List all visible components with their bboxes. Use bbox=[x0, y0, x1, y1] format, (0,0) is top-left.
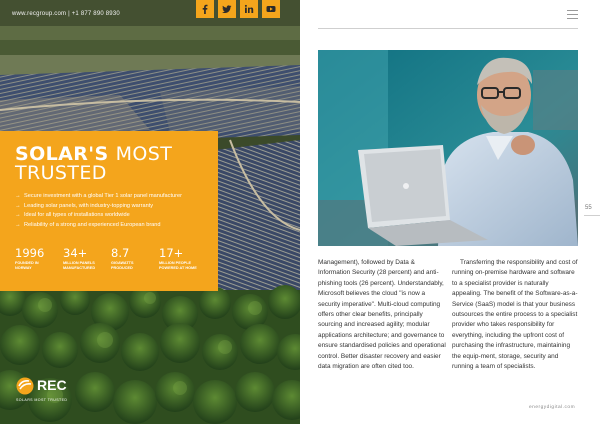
twitter-button[interactable] bbox=[218, 0, 236, 18]
stat-people bbox=[159, 247, 207, 271]
page-number-rule bbox=[584, 215, 600, 216]
brand-tagline: SOLARS MOST TRUSTED bbox=[16, 398, 68, 402]
feature-item: → Reliability of a strong and experienced European brand bbox=[15, 221, 218, 231]
paragraph: Transferring the responsibility and cost of running on-premise hardware and software to a specialist provider is naturally appealing. The benefit of the Software-as-a-Service (SaaS) model is that your business outsources the entire process to a specialist provider who takes responsibility for everything, including the upfront cost of purchasing the infrastructure, maintaining the equip-ment, storage, security and running a team of specialists. bbox=[452, 259, 578, 371]
feature-item: → Ideal for all types of installations worldwide bbox=[15, 211, 218, 221]
twitter-icon bbox=[222, 4, 232, 14]
paragraph: Management), followed by Data & Information Security (28 percent) and anti-phishing tools (26 percent). Understandably, Microsoft believes the cloud "is now a security imperative". Multi-cloud computing offers other clear benefits, principally sourcing and increased agility; modular applications architecture; and governance to ensure standardised policies and operational control. Better disaster recovery and easier data migration are often cited too. bbox=[318, 259, 446, 371]
article-photo bbox=[318, 50, 578, 246]
headline-solars: SOLAR'S bbox=[15, 143, 116, 165]
linkedin-button[interactable] bbox=[240, 0, 258, 18]
article-column-1 bbox=[318, 258, 446, 372]
stat-caption: MILLION PANELS MANUFACTURED bbox=[63, 261, 96, 270]
arrow-right-icon: → bbox=[15, 193, 21, 199]
stat-founded bbox=[15, 247, 63, 271]
facebook-button[interactable] bbox=[196, 0, 214, 18]
arrow-right-icon: → bbox=[15, 212, 21, 219]
article-column-2 bbox=[452, 258, 580, 372]
stat-value: 8.7 bbox=[111, 246, 130, 260]
arrow-right-icon: → bbox=[15, 221, 21, 228]
company-stats bbox=[15, 247, 207, 271]
article-page bbox=[300, 0, 600, 424]
stat-value: 17+ bbox=[159, 246, 184, 260]
hamburger-menu-icon[interactable] bbox=[567, 10, 578, 20]
facebook-icon bbox=[200, 4, 210, 14]
feature-item: → Leading solar panels, with industry-topping warranty bbox=[15, 202, 218, 212]
rec-logo-icon bbox=[16, 377, 34, 395]
contact-info: www.recgroup.com | +1 877 890 8930 bbox=[12, 11, 120, 17]
stat-caption: GIGAWATTS PRODUCED bbox=[111, 261, 134, 270]
footer-url[interactable]: energydigital.com bbox=[529, 405, 576, 410]
feature-item: → Secure investment with a global Tier 1 solar panel manufacturer bbox=[15, 192, 218, 202]
headline-trusted: TRUSTED bbox=[15, 162, 107, 184]
stat-value: 1996 bbox=[15, 246, 45, 260]
stat-value: 34+ bbox=[63, 246, 88, 260]
page-number: 55 bbox=[585, 205, 592, 211]
stat-caption: FOUNDED IN NORWAY bbox=[15, 261, 39, 270]
youtube-button[interactable] bbox=[262, 0, 280, 18]
headline-most: MOST bbox=[115, 143, 173, 165]
arrow-right-icon: → bbox=[15, 202, 21, 209]
ad-headline bbox=[15, 145, 205, 183]
promo-panel bbox=[0, 131, 218, 291]
ad-top-bar bbox=[0, 0, 300, 26]
stat-gigawatts bbox=[111, 247, 159, 271]
stat-caption: MILLION PEOPLE POWERED AT HOME bbox=[159, 261, 197, 270]
brand-name: REC bbox=[37, 377, 67, 393]
header-divider bbox=[318, 28, 578, 29]
linkedin-icon bbox=[244, 4, 254, 14]
youtube-icon bbox=[266, 4, 276, 14]
man-with-laptop-photo bbox=[318, 50, 578, 246]
stat-panels bbox=[63, 247, 111, 271]
feature-list bbox=[15, 192, 218, 230]
